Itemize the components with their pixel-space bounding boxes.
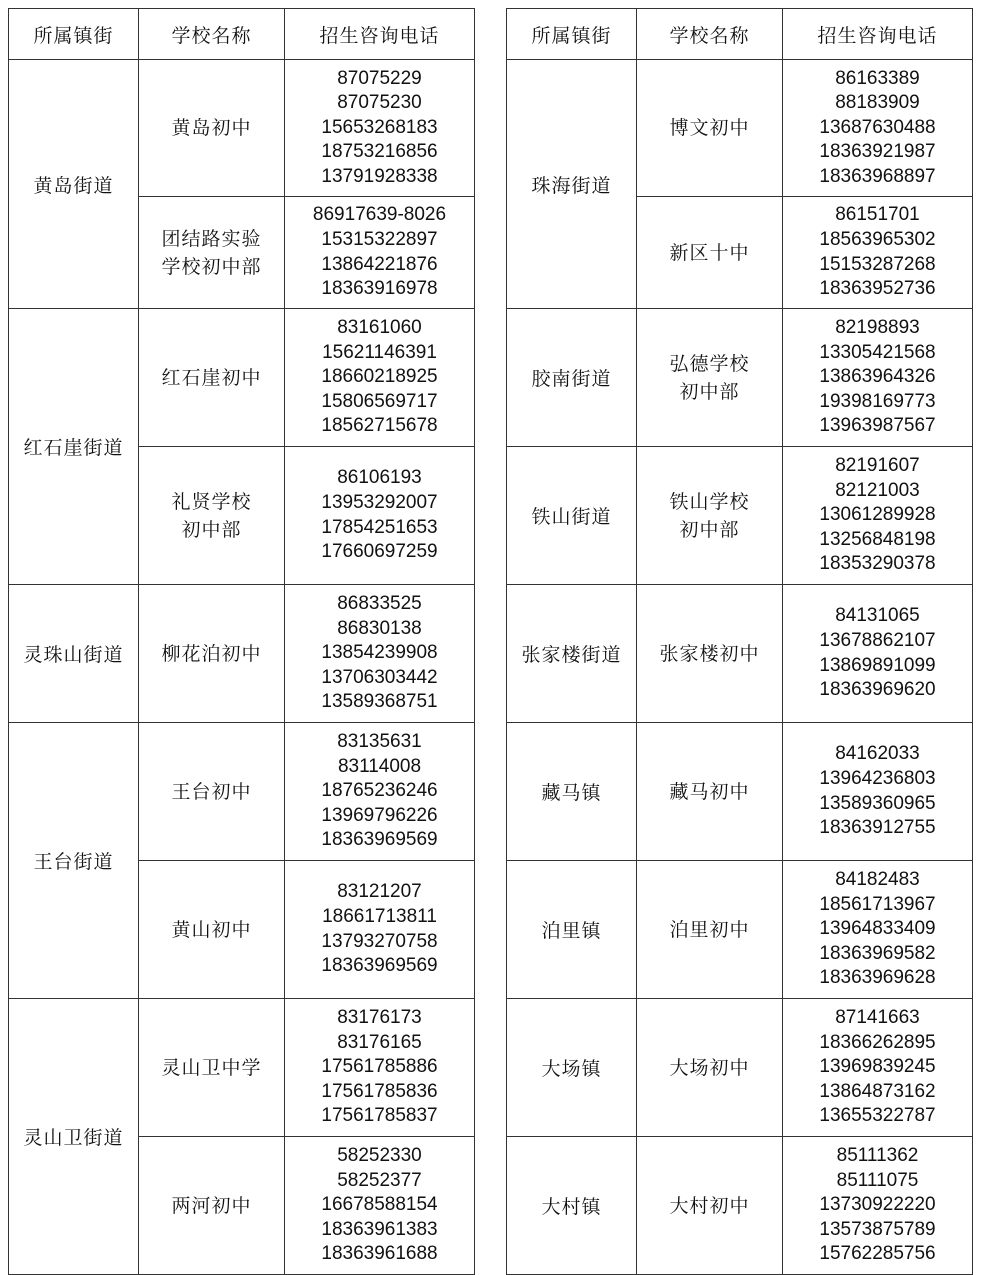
school-cell: 礼贤学校 初中部 — [139, 447, 285, 585]
phone-cell: 82198893 13305421568 13863964326 19398169773 13963987567 — [783, 309, 973, 447]
town-cell: 胶南街道 — [507, 309, 637, 447]
school-cell: 弘德学校 初中部 — [637, 309, 783, 447]
school-cell: 大村初中 — [637, 1137, 783, 1275]
phone-cell: 83121207 18661713811 13793270758 18363969569 — [285, 861, 475, 999]
school-cell: 博文初中 — [637, 60, 783, 197]
phone-cell: 84162033 13964236803 13589360965 18363912755 — [783, 723, 973, 861]
school-cell: 柳花泊初中 — [139, 585, 285, 723]
phone-cell: 84182483 18561713967 13964833409 18363969582 18363969628 — [783, 861, 973, 999]
header-phone: 招生咨询电话 — [783, 9, 973, 60]
phone-cell: 86106193 13953292007 17854251653 17660697259 — [285, 447, 475, 585]
phone-cell: 86163389 88183909 13687630488 18363921987 18363968897 — [783, 60, 973, 197]
header-town: 所属镇街 — [9, 9, 139, 60]
town-cell: 张家楼街道 — [507, 585, 637, 723]
table-row — [507, 60, 973, 197]
school-cell: 泊里初中 — [637, 861, 783, 999]
town-cell: 大场镇 — [507, 999, 637, 1137]
town-cell: 铁山街道 — [507, 447, 637, 585]
phone-cell: 83161060 15621146391 18660218925 15806569717 18562715678 — [285, 309, 475, 447]
phone-cell: 83176173 83176165 17561785886 17561785836 17561785837 — [285, 999, 475, 1137]
town-cell: 大村镇 — [507, 1137, 637, 1275]
school-cell: 新区十中 — [637, 197, 783, 309]
school-cell: 灵山卫中学 — [139, 999, 285, 1137]
school-cell: 黄山初中 — [139, 861, 285, 999]
school-cell: 张家楼初中 — [637, 585, 783, 723]
phone-cell: 85111362 85111075 13730922220 13573875789 15762285756 — [783, 1137, 973, 1275]
table-row — [507, 309, 973, 447]
enrollment-table-right — [506, 8, 973, 1275]
table-row — [9, 585, 475, 723]
town-cell: 泊里镇 — [507, 861, 637, 999]
school-cell: 藏马初中 — [637, 723, 783, 861]
table-row — [507, 1137, 973, 1275]
town-cell: 王台街道 — [9, 723, 139, 999]
table-row — [507, 447, 973, 585]
table-row — [9, 999, 475, 1137]
town-cell: 藏马镇 — [507, 723, 637, 861]
table-row — [507, 585, 973, 723]
school-cell: 大场初中 — [637, 999, 783, 1137]
phone-cell: 84131065 13678862107 13869891099 18363969620 — [783, 585, 973, 723]
table-row — [9, 60, 475, 197]
table-row — [507, 861, 973, 999]
header-town: 所属镇街 — [507, 9, 637, 60]
phone-cell: 86833525 86830138 13854239908 13706303442 13589368751 — [285, 585, 475, 723]
header-row — [9, 9, 475, 60]
header-phone: 招生咨询电话 — [285, 9, 475, 60]
school-cell: 王台初中 — [139, 723, 285, 861]
town-cell: 灵珠山街道 — [9, 585, 139, 723]
header-school: 学校名称 — [637, 9, 783, 60]
school-cell: 黄岛初中 — [139, 60, 285, 197]
phone-cell: 86917639-8026 15315322897 13864221876 18363916978 — [285, 197, 475, 309]
school-cell: 铁山学校 初中部 — [637, 447, 783, 585]
town-cell: 珠海街道 — [507, 60, 637, 309]
enrollment-table-left — [8, 8, 475, 1275]
header-row — [507, 9, 973, 60]
phone-cell: 83135631 83114008 18765236246 13969796226 18363969569 — [285, 723, 475, 861]
phone-cell: 58252330 58252377 16678588154 18363961383 18363961688 — [285, 1137, 475, 1275]
town-cell: 红石崖街道 — [9, 309, 139, 585]
town-cell: 黄岛街道 — [9, 60, 139, 309]
phone-cell: 82191607 82121003 13061289928 13256848198 18353290378 — [783, 447, 973, 585]
table-row — [9, 309, 475, 447]
table-row — [507, 723, 973, 861]
table-row — [9, 723, 475, 861]
phone-cell: 87141663 18366262895 13969839245 13864873162 13655322787 — [783, 999, 973, 1137]
table-row — [507, 999, 973, 1137]
header-school: 学校名称 — [139, 9, 285, 60]
school-cell: 团结路实验 学校初中部 — [139, 197, 285, 309]
phone-cell: 87075229 87075230 15653268183 18753216856 13791928338 — [285, 60, 475, 197]
school-cell: 红石崖初中 — [139, 309, 285, 447]
phone-cell: 86151701 18563965302 15153287268 18363952736 — [783, 197, 973, 309]
town-cell: 灵山卫街道 — [9, 999, 139, 1275]
school-cell: 两河初中 — [139, 1137, 285, 1275]
